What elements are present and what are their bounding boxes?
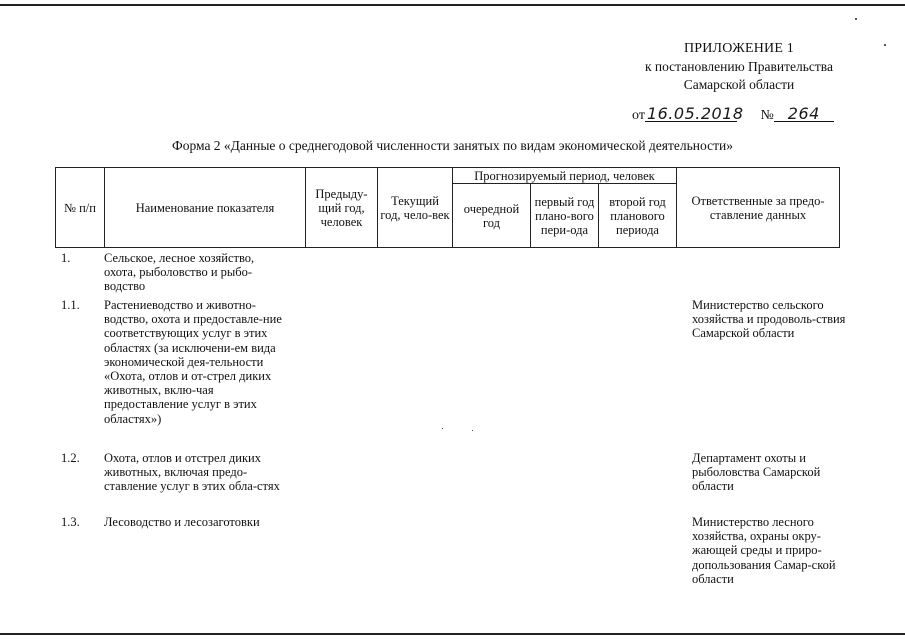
- row-indicator-name: Лесоводство и лесозаготовки: [104, 515, 260, 529]
- col-first-header: первый год плано-вого пери-ода: [531, 184, 599, 248]
- col-second-header: второй год планового периода: [599, 184, 677, 248]
- row-responsible: Министерство сельского хозяйства и продоволь-ствия Самарской области: [692, 298, 846, 341]
- col-name-header: Наименование показателя: [105, 168, 306, 248]
- col-curr-header: Текущий год, чело-век: [378, 168, 453, 248]
- table-row: [55, 451, 855, 515]
- decree-number: 264: [774, 106, 834, 122]
- col-next-header: очередной год: [453, 184, 531, 248]
- from-label: от: [632, 108, 645, 123]
- row-indicator-name: Охота, отлов и отстрел диких животных, включая предо-ставление услуг в этих обла-стях: [104, 451, 280, 494]
- scan-speck: [855, 18, 857, 20]
- decree-date-line: [632, 106, 834, 124]
- row-indicator-name: Сельское, лесное хозяйство, охота, рыболовство и рыбо-водство: [104, 251, 255, 294]
- row-responsible: Министерство лесного хозяйства, охраны окру-жающей среды и приро-допользования Самар-ской области: [692, 515, 836, 586]
- col-resp-header: Ответственные за предо-ставление данных: [677, 168, 840, 248]
- table-row: [55, 298, 855, 451]
- forecast-group-header: Прогнозируемый период, человек: [453, 168, 677, 184]
- row-indicator-name: Растениеводство и животно-водство, охота и предоставле-ние соответствующих услуг в этих областях (за исключени-ем вида экономической дея-тельности «Охота, отлов и от-стрел диких животных, вклю-чая предоставление услуг в этих областях»): [104, 298, 282, 426]
- row-number: 1.3.: [61, 515, 80, 529]
- appendix-line2: Самарской области: [683, 77, 795, 92]
- appendix-title: ПРИЛОЖЕНИЕ 1: [683, 41, 794, 56]
- scan-speck: [884, 44, 886, 46]
- appendix-line1: к постановлению Правительства: [644, 59, 833, 74]
- form-title: Форма 2 «Данные о среднегодовой численности занятых по видам экономической деятельности»: [172, 138, 733, 153]
- bottom-scan-border: [0, 633, 905, 635]
- row-number: 1.1.: [61, 298, 80, 312]
- row-number: 1.: [61, 251, 71, 265]
- row-responsible: Департамент охоты и рыболовства Самарской области: [692, 451, 821, 494]
- col-prev-header: Предыду-щий год, человек: [306, 168, 378, 248]
- number-label: №: [760, 108, 774, 123]
- decree-date: 16.05.2018: [646, 104, 744, 123]
- col-num-header: № п/п: [56, 168, 105, 248]
- top-scan-border: [0, 4, 905, 6]
- row-number: 1.2.: [61, 451, 80, 465]
- appendix-heading: [645, 40, 833, 94]
- header-table: [55, 167, 840, 248]
- table-row: [55, 515, 855, 595]
- table-body: [55, 251, 855, 595]
- table-row: [55, 251, 855, 298]
